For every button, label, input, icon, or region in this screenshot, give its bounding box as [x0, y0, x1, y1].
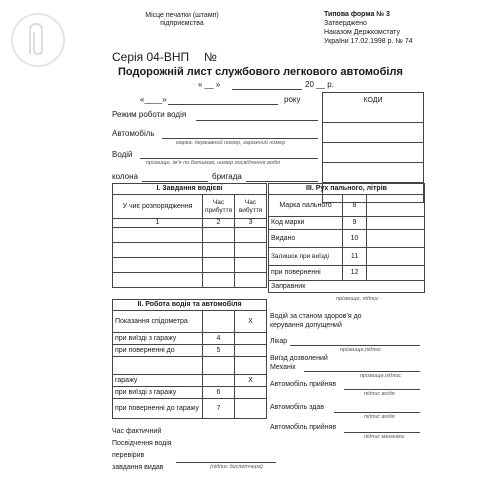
- fuel-row-value[interactable]: [367, 195, 425, 217]
- doctor-label: Лікар: [270, 338, 288, 345]
- mechanic-text: [270, 354, 328, 372]
- accepted-signature-field[interactable]: [344, 389, 420, 390]
- work-row-label: при поверненні до: [113, 345, 203, 357]
- paperclip-icon: [8, 10, 68, 70]
- codes-cell[interactable]: [323, 163, 424, 183]
- brigade-label: бригада: [212, 172, 242, 181]
- handed-signature-field[interactable]: [334, 412, 420, 413]
- accepted-label: Автомобіль прийняв: [270, 381, 337, 388]
- work-row-value[interactable]: [203, 375, 235, 387]
- column-label: колона: [112, 172, 138, 181]
- fuel-row-value[interactable]: [367, 217, 425, 230]
- accepted2-signature-field[interactable]: [344, 432, 420, 433]
- section1-table: [112, 183, 267, 288]
- section1-col1: У чиє розпорядження: [113, 195, 203, 219]
- codes-cell[interactable]: [323, 123, 424, 143]
- work-row-label: при виїзді з гаражу: [113, 333, 203, 345]
- driver-label: Водій: [112, 150, 133, 159]
- car-label: Автомобіль: [112, 129, 155, 138]
- work-row-label: гаражу: [113, 375, 203, 387]
- mechanic-signature-field[interactable]: [304, 371, 420, 372]
- fuel-row-label: при поверненні: [269, 266, 343, 281]
- work-row-num: 4: [203, 333, 235, 345]
- accepted2-label: Автомобіль прийняв: [270, 424, 337, 431]
- stamp-line1: Місце печатки (штамп): [145, 12, 219, 19]
- mechanic-hint: прізвище,підпис: [360, 373, 402, 379]
- date-row2-left: «____»: [140, 95, 167, 104]
- car-field[interactable]: [162, 138, 318, 139]
- section1-cell[interactable]: [235, 273, 267, 288]
- form-number: Типова форма № 3: [324, 11, 390, 18]
- work-mode-field[interactable]: [196, 120, 318, 121]
- section1-cell[interactable]: [235, 243, 267, 258]
- section1-cell[interactable]: [203, 228, 235, 243]
- checked-label: перевірив: [112, 452, 145, 459]
- mechanic-line1: Виїзд дозволений: [270, 355, 328, 362]
- fuel-row-num: 9: [343, 217, 367, 230]
- work-row-label: при виїзді з гаражу: [113, 387, 203, 399]
- work-row-value[interactable]: [235, 345, 267, 357]
- section1-num1: 1: [113, 219, 203, 228]
- car-hint: марка, державний номер, гаражний номер: [176, 140, 286, 146]
- work-row-label: [113, 357, 203, 375]
- section1-num2: 2: [203, 219, 235, 228]
- work-row-value[interactable]: [203, 357, 235, 375]
- health-line1: Водій за станом здоров'я до: [270, 313, 362, 320]
- section1-col2: Час прибуття: [203, 195, 235, 219]
- fuel-row-value[interactable]: [367, 248, 425, 266]
- work-row-num: X: [235, 375, 267, 387]
- date-year: 20 __ р.: [305, 80, 334, 89]
- fuel-row-value[interactable]: [367, 230, 425, 248]
- work-row-num: 7: [203, 399, 235, 419]
- codes-cell[interactable]: [323, 143, 424, 163]
- actual-time-label: Час фактичний: [112, 428, 162, 435]
- work-row-label: Показання спідометра: [113, 311, 203, 333]
- column-field[interactable]: [142, 181, 208, 182]
- series-label: Серія 04-ВНП: [112, 50, 190, 64]
- date-row2-right: року: [284, 95, 301, 104]
- stamp-line2: підприємства: [160, 20, 204, 27]
- work-row-value[interactable]: [235, 333, 267, 345]
- section3-table: [268, 183, 425, 293]
- section1-cell[interactable]: [235, 258, 267, 273]
- accepted2-hint: підпис механіка: [364, 434, 404, 440]
- section1-col3: Час вибуття: [235, 195, 267, 219]
- fuel-row-num: 10: [343, 230, 367, 248]
- work-row-num: X: [235, 311, 267, 333]
- doctor-signature-field[interactable]: [290, 345, 420, 346]
- handed-label: Автомобіль здав: [270, 404, 324, 411]
- section1-cell[interactable]: [203, 243, 235, 258]
- section1-cell[interactable]: [203, 273, 235, 288]
- fuel-row-num: 11: [343, 248, 367, 266]
- fueler-hint: прізвище, підпис: [336, 296, 379, 302]
- brigade-field[interactable]: [246, 181, 318, 182]
- fuel-row-label: Видано: [269, 230, 343, 248]
- accepted-hint: підпис водія: [364, 391, 395, 397]
- driver-hint: прізвище, ім'я по батькові, номер посвідчення водія: [146, 160, 281, 166]
- fuel-row-num: 8: [343, 195, 367, 217]
- section1-cell[interactable]: [113, 243, 203, 258]
- work-row-value[interactable]: [235, 399, 267, 419]
- mechanic-line2: Механік: [270, 364, 296, 371]
- work-row-num: 5: [203, 345, 235, 357]
- work-row-value[interactable]: [235, 387, 267, 399]
- fueler-label: Заправник: [269, 281, 425, 293]
- doctor-hint: прізвище,підпис: [340, 347, 382, 353]
- codes-title: КОДИ: [323, 93, 424, 123]
- form-approved: Затверджено: [324, 20, 367, 27]
- dispatcher-signature-field[interactable]: [176, 462, 276, 463]
- form-order: Наказом Держкомстату: [324, 29, 400, 36]
- work-row-value[interactable]: [235, 357, 267, 375]
- section1-num3: 3: [235, 219, 267, 228]
- health-line2: керування допущений: [270, 322, 342, 329]
- section1-cell[interactable]: [113, 258, 203, 273]
- work-mode-label: Режим роботи водія: [112, 110, 187, 119]
- stamp-place: [122, 12, 242, 28]
- section1-cell[interactable]: [235, 228, 267, 243]
- page-title: Подорожній лист службового легкового автомобіля: [118, 66, 403, 78]
- work-row-num: 6: [203, 387, 235, 399]
- date-day: « __ »: [198, 80, 221, 89]
- driver-field[interactable]: [140, 158, 318, 159]
- health-text: [270, 312, 362, 330]
- series-number-label: №: [204, 50, 217, 64]
- section1-cell[interactable]: [113, 228, 203, 243]
- cert-label: Посвідчення водія: [112, 440, 172, 447]
- dispatcher-hint: (підпис диспетчера): [210, 464, 263, 470]
- handed-hint: підпис водія: [364, 414, 395, 420]
- fuel-row-label: Код марки: [269, 217, 343, 230]
- section1-cell[interactable]: [113, 273, 203, 288]
- fuel-row-label: Марка пального: [269, 195, 343, 217]
- work-row-value[interactable]: [203, 311, 235, 333]
- form-approval: [324, 10, 413, 46]
- form-date: України 17.02.1998 р. № 74: [324, 38, 413, 45]
- section2-title: ІІ. Робота водія та автомобіля: [113, 300, 267, 311]
- section3-title: ІІІ. Рух пального, літрів: [269, 184, 425, 195]
- section1-cell[interactable]: [203, 258, 235, 273]
- fuel-row-value[interactable]: [367, 266, 425, 281]
- work-row-label: при поверненні до гаражу: [113, 399, 203, 419]
- section2-table: [112, 299, 267, 419]
- section1-title: І. Завдання водієві: [113, 184, 267, 195]
- fuel-row-label: Залишок при виїзді: [269, 248, 343, 266]
- task-label: завдання видав: [112, 464, 164, 471]
- fuel-row-num: 12: [343, 266, 367, 281]
